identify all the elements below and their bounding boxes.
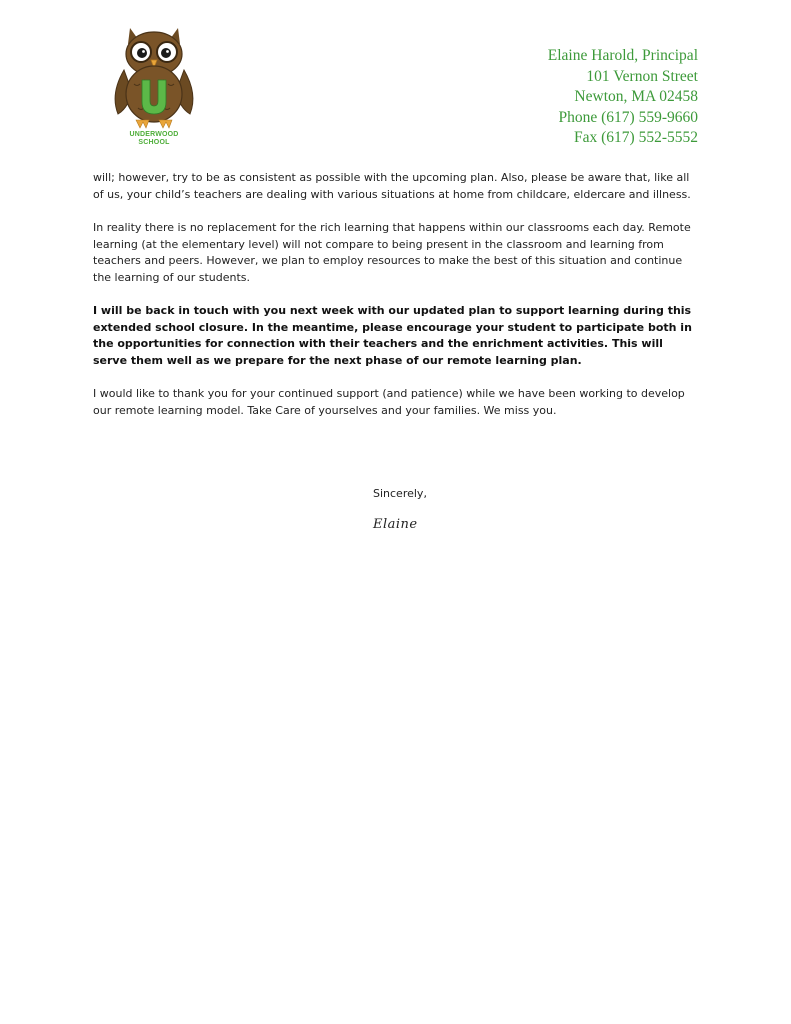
owl-logo-graphic [102, 22, 206, 132]
paragraph-2: In reality there is no replacement for the rich learning that happens within our classrooms each day. Remote learning (at the elementary level) will not compare to being present in the classroom and learning from teachers and peers. However, we plan to employ resources to make the best of this situation and continue the learning of our students. [93, 221, 691, 284]
logo-school-name-line2: SCHOOL [138, 139, 170, 146]
phone-number: Phone (617) 559-9660 [558, 108, 698, 126]
logo-school-name-line1: UNDERWOOD [129, 131, 179, 138]
paragraph-1: will; however, try to be as consistent as possible with the upcoming plan. Also, please be aware that, like all of us, your child’s teachers are dealing with various situations at home from childcare, eldercare and illness. [93, 171, 691, 201]
closing-salutation: Sincerely, [373, 487, 427, 500]
paragraph-4: I would like to thank you for your continued support (and patience) while we have been working to develop our remote learning model. Take Care of yourselves and your families. We miss you. [93, 387, 685, 417]
address-city: Newton, MA 02458 [574, 88, 698, 106]
letter-body [93, 170, 698, 436]
paragraph-3: I will be back in touch with you next week with our updated plan to support learning during this extended school closure. In the meantime, please encourage your student to participate both in the opportunities for connection with their teachers and the enrichment activities. This will serve them well as we prepare for the next phase of our remote learning plan. [93, 304, 692, 367]
letterhead [548, 46, 698, 149]
address-street: 101 Vernon Street [586, 67, 698, 85]
signature: Elaine [373, 517, 418, 532]
principal-name: Elaine Harold, Principal [547, 47, 698, 64]
fax-number: Fax (617) 552-5552 [574, 129, 698, 147]
